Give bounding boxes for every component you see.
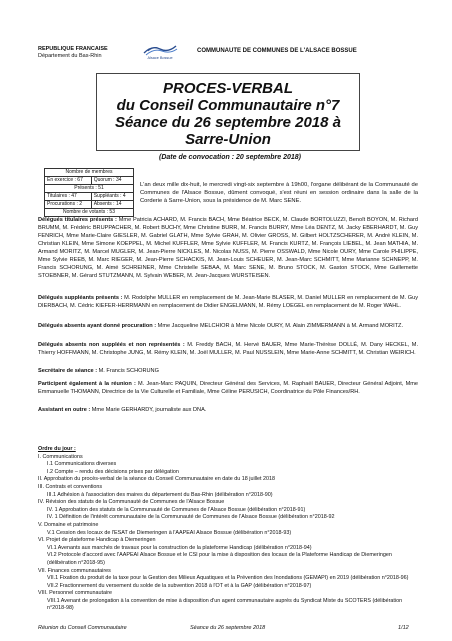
agenda-item: I.1 Communications diverses	[47, 461, 117, 468]
members-cell: En exercice : 67	[45, 177, 92, 185]
members-cell: Titulaires : 47	[45, 193, 92, 201]
title-line-2: du Conseil Communautaire n°7	[116, 97, 340, 114]
agenda-item: IV. 1 Définition de l'intérêt communautaire de la Communauté de Communes de l'Alsace Bossue (délibération n°2018-92	[47, 514, 335, 521]
attendance-paragraph	[38, 367, 418, 375]
agenda-item: I. Communications	[38, 453, 83, 460]
paragraph-text: Mme Patricia ACHARD, M. Francis BACH, Mme Béatrice BECK, M. Claude BORTOLUZZI, Benoît BOYON, M. Richard BRUMM, M. Frédéric BRUPPACHER, M. Robert BUCHY, Mme Christine BURR, M. Francis BURRY, Mme Léa DENTZ, M. Jacky EBERHARDT, M. Guy FENRICH, Mme Marie-Claire GIESLER, M. Gabriel GLATH, Mme Sylvie GRAH, M. Olivier GROSS, M. Gilbert HOLTZSCHERER, M. André KLEIN, M. Christian KLEIN, Mme Simone KOEPPEL, M. Michel KUFFLER, Mme Sylvie KUFFLER, M. Francis KURTZ, M. François LIEBEL, M. Jean MATHIA, M. Armand MORITZ, M. Marcel MUGLER, M. Jean-Pierre NICKLES, M. Nicolas NUSS, M. Pierre OSSWALD, Mme Nicole OURY, Mme Carole PHILIPPE, Mme Sylvie REEB, M. Marc RIEGER, M. Jean-Pierre SCHACKIS, M. Jean-Louis SCHEUER, M. Jean-Marc SCHMITT, Mme Marianne SCHNEPP, M. Francis SCHORUNG, M. Aimé SCHREINER, Mme Christelle SEBAA, M. Marc SENE, M. Bruno STOCK, M. Gaston STOCK, Mme Guillemette STOEBNER, M. Gérard STUTZMANN, M. Sylvain WEBER, M. Jean-Jacques WURSTEISEN.	[38, 217, 418, 279]
agenda-item: VII.2 Fractionnement du versement du solde de la subvention 2018 à l'OT et à la GAP (délibération n°2018-97)	[47, 582, 312, 589]
footer-left: Réunion du Conseil Communautaire	[38, 625, 127, 631]
members-cell: Absents : 14	[91, 201, 133, 209]
agenda-item: II. Approbation du procès-verbal de la séance du Conseil Communautaire en date du 18 juillet 2018	[38, 476, 276, 483]
paragraph-label: Participent également à la réunion :	[38, 381, 136, 387]
convocation-date: (Date de convocation : 20 septembre 2018)	[159, 154, 301, 161]
agenda-item: VI.1 Avenants aux marchés de travaux pour la construction de la plateforme Handicap (délibération n°2018-94)	[47, 544, 312, 551]
republique-label: REPUBLIQUE FRANCAISE	[38, 46, 108, 52]
title-line-1: PROCES-VERBAL	[162, 80, 293, 97]
ordre-du-jour	[38, 446, 418, 613]
agenda-item: IV. 1 Approbation des statuts de la Communauté de Communes de l'Alsace Bossue (délibération n°2018-91)	[47, 506, 306, 513]
logo-icon	[140, 43, 180, 56]
paragraph-text: M. Francis SCHORUNG	[97, 368, 159, 374]
agenda-item: I.2 Compte – rendu des décisions prises par délégation	[47, 468, 179, 475]
attendance-paragraph	[38, 294, 418, 310]
agenda-item: VII.1 Fixation du produit de la taxe pour la Gestion des Milieux Aquatiques et la Prévention des Inondations (GEMAPI) en 2019 (délibération n°2018-96)	[47, 575, 409, 582]
members-cell: Quorum : 34	[91, 177, 133, 185]
footer-page-number: 1/12	[398, 625, 409, 631]
paragraph-label: Délégués absents ayant donné procuration :	[38, 323, 157, 329]
agenda-item: III.1 Adhésion à l'association des maires du département du Bas-Rhin (délibération n°2018-90)	[47, 491, 273, 498]
intro-paragraph	[140, 181, 418, 205]
members-table	[44, 168, 134, 217]
agenda-item: VIII.1 Avenant de prolongation à la convention de mise à disposition d'un agent communautaire auprès du Syndicat Mixte du SCOTERS (délibération n°2018-98)	[47, 597, 403, 612]
attendance-paragraph	[38, 406, 418, 414]
agenda-item: VIII. Personnel communautaire	[38, 590, 113, 597]
paragraph-text: M. Jean-Marc PAQUIN, Directeur Général des Services, M. Raphaël BAUER, Directeur Général Adjoint, Mme Emmanuelle THOMANN, Directrice de la Vie Culturelle et Familiale, Mme Céline PERUSICH, Coordinatrice du Pôle Finances/RH.	[38, 381, 418, 395]
paragraph-label: Délégués suppléants présents :	[38, 295, 123, 301]
attendance-paragraph	[38, 216, 418, 280]
communaute-label: COMMUNAUTE DE COMMUNES DE L'ALSACE BOSSUE	[197, 48, 357, 54]
paragraph-text: Mme Marie GERHARDY, journaliste aux DNA.	[90, 407, 207, 413]
agenda-item: V.1 Cession des locaux de l'ESAT de Diemeringen à l'AAPEAI Alsace Bossue (délibération n°2018-93)	[47, 529, 292, 536]
members-cell: Procurations : 2	[45, 201, 92, 209]
agenda-item: III. Contrats et conventions	[38, 483, 103, 490]
members-cell: Présents : 51	[45, 185, 134, 193]
paragraph-text: M. Rodolphe MULLER en remplacement de M. Jean-Marie BLASER, M. Daniel MULLER en remplacement de M. Guy DIERBACH, M. Cédric KIEFER-HERRMANN en remplacement de Didier ENGELMANN, M. Rémy LOEGEL en remplacement de M. Roger WAHL.	[38, 295, 418, 309]
agenda-item: VI. Projet de plateforme Handicap à Diemeringen	[38, 537, 156, 544]
paragraph-label: Délégués titulaires présents :	[38, 217, 117, 223]
intro-text: L'an deux mille dix-huit, le mercredi vingt-six septembre à 19h00, l'organe délibérant de la Communauté de Communes de l'Alsace Bossue, dûment convoqué, s'est réuni en session ordinaire dans la salle de la Corderie à Sarre-Union, sous la présidence de M. Marc SENE.	[140, 182, 418, 204]
footer-center: Séance du 26 septembre 2018	[190, 625, 266, 631]
members-table-header: Nombre de membres	[45, 169, 134, 177]
logo-text: Alsace Bossue	[147, 56, 173, 60]
attendance-paragraph	[38, 341, 418, 357]
agenda-item: VII. Finances communautaires	[38, 567, 111, 574]
agenda-item: VI.2 Protocole d'accord avec l'AAPEAI Alsace Bossue et le CSI pour la mise à disposition des locaux de la Plateforme Handicap de Diemeringen (délibération n°2018-95)	[47, 552, 392, 566]
paragraph-text: M. Freddy BACH, M. Hervé BAUER, Mme Marie-Thérèse DOLLÉ, M. Dany HECKEL, M. Thierry HOFFMANN, M. Christophe JUNG, M. Rémy KLEIN, M. Joël MULLER, M. Paul NUSSLEIN, Mme Marie-Anne SCHMITT, M. Christian WEIRICH.	[38, 342, 418, 356]
title-box	[96, 73, 360, 151]
header-left	[38, 46, 108, 60]
agenda-item: IV. Révision des statuts de la Communauté de Communes de l'Alsace Bossue	[38, 499, 225, 506]
departement-label: Département du Bas-Rhin	[38, 53, 102, 59]
attendance-paragraph	[38, 380, 418, 396]
alsace-bossue-logo	[140, 43, 180, 61]
title-line-3: Séance du 26 septembre 2018 à Sarre-Union	[115, 114, 341, 148]
members-cell: Suppléants : 4	[91, 193, 133, 201]
agenda-item: V. Domaine et patrimoine	[38, 521, 99, 528]
paragraph-text: Mme Jacqueline MELCHIOR à Mme Nicole OURY, M. Alain ZIMMERMANN à M. Armand MORITZ.	[156, 323, 404, 329]
attendance-paragraph	[38, 322, 418, 330]
paragraph-label: Délégués absents non suppléés et non représentés :	[38, 342, 185, 348]
members-cell: Nombre de votants : 53	[45, 209, 134, 217]
ordre-heading: Ordre du jour :	[38, 446, 76, 452]
paragraph-label: Secrétaire de séance :	[38, 368, 98, 374]
paragraph-label: Assistant en outre :	[38, 407, 91, 413]
